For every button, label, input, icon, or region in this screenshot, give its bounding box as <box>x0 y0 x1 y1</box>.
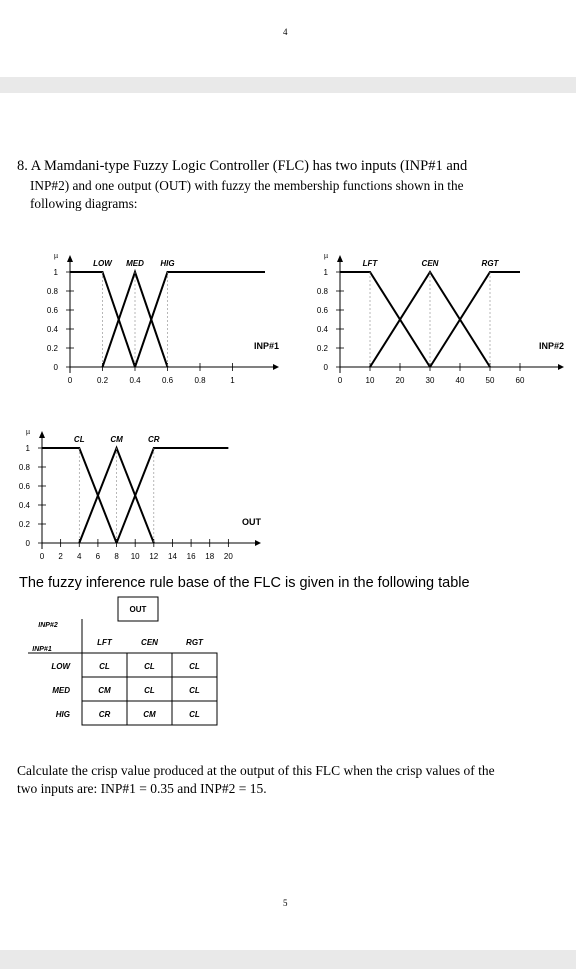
table-cell-value: CM <box>98 686 111 695</box>
x-tick-label: 50 <box>485 376 495 385</box>
y-tick-label: 0.2 <box>316 344 328 353</box>
series-label: CL <box>73 435 85 444</box>
rule-table <box>0 595 260 740</box>
y-tick-label: 0.4 <box>46 325 58 334</box>
row-header: LOW <box>51 662 70 671</box>
y-tick-label: 0.4 <box>316 325 328 334</box>
series-label: LFT <box>362 259 378 268</box>
x-tick-label: 14 <box>168 552 177 561</box>
table-cell-value: CL <box>189 662 200 671</box>
x-tick-label: 1 <box>230 376 235 385</box>
column-header: LFT <box>97 638 112 647</box>
page-gap-bottom <box>0 950 576 969</box>
x-tick-label: 10 <box>365 376 375 385</box>
x-tick-label: 8 <box>114 552 119 561</box>
table-cell-value: CL <box>144 662 155 671</box>
membership-line-cr <box>117 448 229 543</box>
bottom-page-number: 5 <box>283 898 288 908</box>
x-axis-arrow <box>558 364 564 370</box>
y-tick-label: 1 <box>25 444 30 453</box>
row-header: MED <box>52 686 70 695</box>
question-line-3: following diagrams: <box>30 196 138 211</box>
table-cell-value: CL <box>189 710 200 719</box>
y-tick-label: 0.2 <box>46 344 58 353</box>
series-label: RGT <box>481 259 499 268</box>
out-header: OUT <box>129 605 147 614</box>
question-line-1: 8. A Mamdani-type Fuzzy Logic Controller (FLC) has two inputs (INP#1 and <box>17 158 468 174</box>
y-tick-label: 0.8 <box>18 463 30 472</box>
x-tick-label: 18 <box>205 552 215 561</box>
y-tick-label: 0.6 <box>46 306 58 315</box>
series-label: CR <box>148 435 160 444</box>
membership-line-rgt <box>430 272 520 367</box>
series-label: MED <box>126 259 144 268</box>
final-line-1: Calculate the crisp value produced at the output of this FLC when the crisp values of the <box>17 763 495 778</box>
x-tick-label: 20 <box>395 376 405 385</box>
top-page-number: 4 <box>283 27 288 37</box>
out-membership-chart <box>18 425 278 573</box>
inp2-header: INP#2 <box>38 622 58 629</box>
series-label: CM <box>110 435 123 444</box>
y-tick-label: 0 <box>25 539 30 548</box>
y-axis-label: µ <box>323 253 329 260</box>
y-tick-label: 1 <box>53 268 58 277</box>
inp2-membership-chart <box>305 245 567 395</box>
x-axis-label: INP#1 <box>253 341 279 351</box>
x-tick-label: 16 <box>186 552 196 561</box>
y-axis-arrow <box>67 255 73 262</box>
x-tick-label: 0.2 <box>96 376 109 385</box>
table-cell-value: CL <box>99 662 110 671</box>
y-axis-arrow <box>337 255 343 262</box>
question-line-2: INP#2) and one output (OUT) with fuzzy the membership functions shown in the <box>30 178 464 193</box>
y-tick-label: 0.6 <box>18 482 30 491</box>
table-cell-value: CR <box>98 710 111 719</box>
rule-base-intro: The fuzzy inference rule base of the FLC is given in the following table <box>19 575 470 591</box>
inp1-membership-chart <box>28 245 298 395</box>
x-tick-label: 0.4 <box>129 376 141 385</box>
series-label: HIG <box>160 259 175 268</box>
y-tick-label: 1 <box>323 268 328 277</box>
x-tick-label: 0.8 <box>194 376 206 385</box>
y-axis-label: µ <box>53 253 59 260</box>
x-tick-label: 2 <box>58 552 63 561</box>
column-header: RGT <box>186 638 203 647</box>
inp1-header: INP#1 <box>32 646 52 653</box>
x-tick-label: 0.6 <box>161 376 174 385</box>
y-axis-arrow <box>39 431 45 438</box>
x-tick-label: 6 <box>95 552 101 561</box>
page-gap-top <box>0 77 576 93</box>
series-label: CEN <box>421 259 439 268</box>
table-cell-value: CM <box>143 710 156 719</box>
y-tick-label: 0 <box>53 363 58 372</box>
x-tick-label: 12 <box>149 552 159 561</box>
x-tick-label: 60 <box>515 376 525 385</box>
x-tick-label: 0 <box>39 552 45 561</box>
x-tick-label: 20 <box>223 552 233 561</box>
membership-line-hig <box>135 272 265 367</box>
y-tick-label: 0.2 <box>18 520 30 529</box>
series-label: LOW <box>93 259 112 268</box>
final-line-2: two inputs are: INP#1 = 0.35 and INP#2 = 15. <box>17 781 267 796</box>
y-tick-label: 0.8 <box>316 287 328 296</box>
y-tick-label: 0.8 <box>46 287 58 296</box>
y-tick-label: 0 <box>323 363 328 372</box>
x-tick-label: 40 <box>455 376 465 385</box>
membership-line-lft <box>340 272 430 367</box>
row-header: HIG <box>55 710 70 719</box>
x-axis-label: OUT <box>242 517 261 527</box>
x-tick-label: 10 <box>130 552 140 561</box>
y-tick-label: 0.6 <box>316 306 328 315</box>
x-tick-label: 30 <box>425 376 435 385</box>
table-cell-value: CL <box>144 686 155 695</box>
column-header: CEN <box>141 638 158 647</box>
x-axis-arrow <box>273 364 279 370</box>
x-tick-label: 0 <box>67 376 73 385</box>
x-axis-arrow <box>255 540 261 546</box>
x-tick-label: 4 <box>77 552 82 561</box>
x-axis-label: INP#2 <box>538 341 564 351</box>
x-tick-label: 0 <box>337 376 343 385</box>
y-tick-label: 0.4 <box>18 501 30 510</box>
table-cell-value: CL <box>189 686 200 695</box>
y-axis-label: µ <box>25 429 31 436</box>
